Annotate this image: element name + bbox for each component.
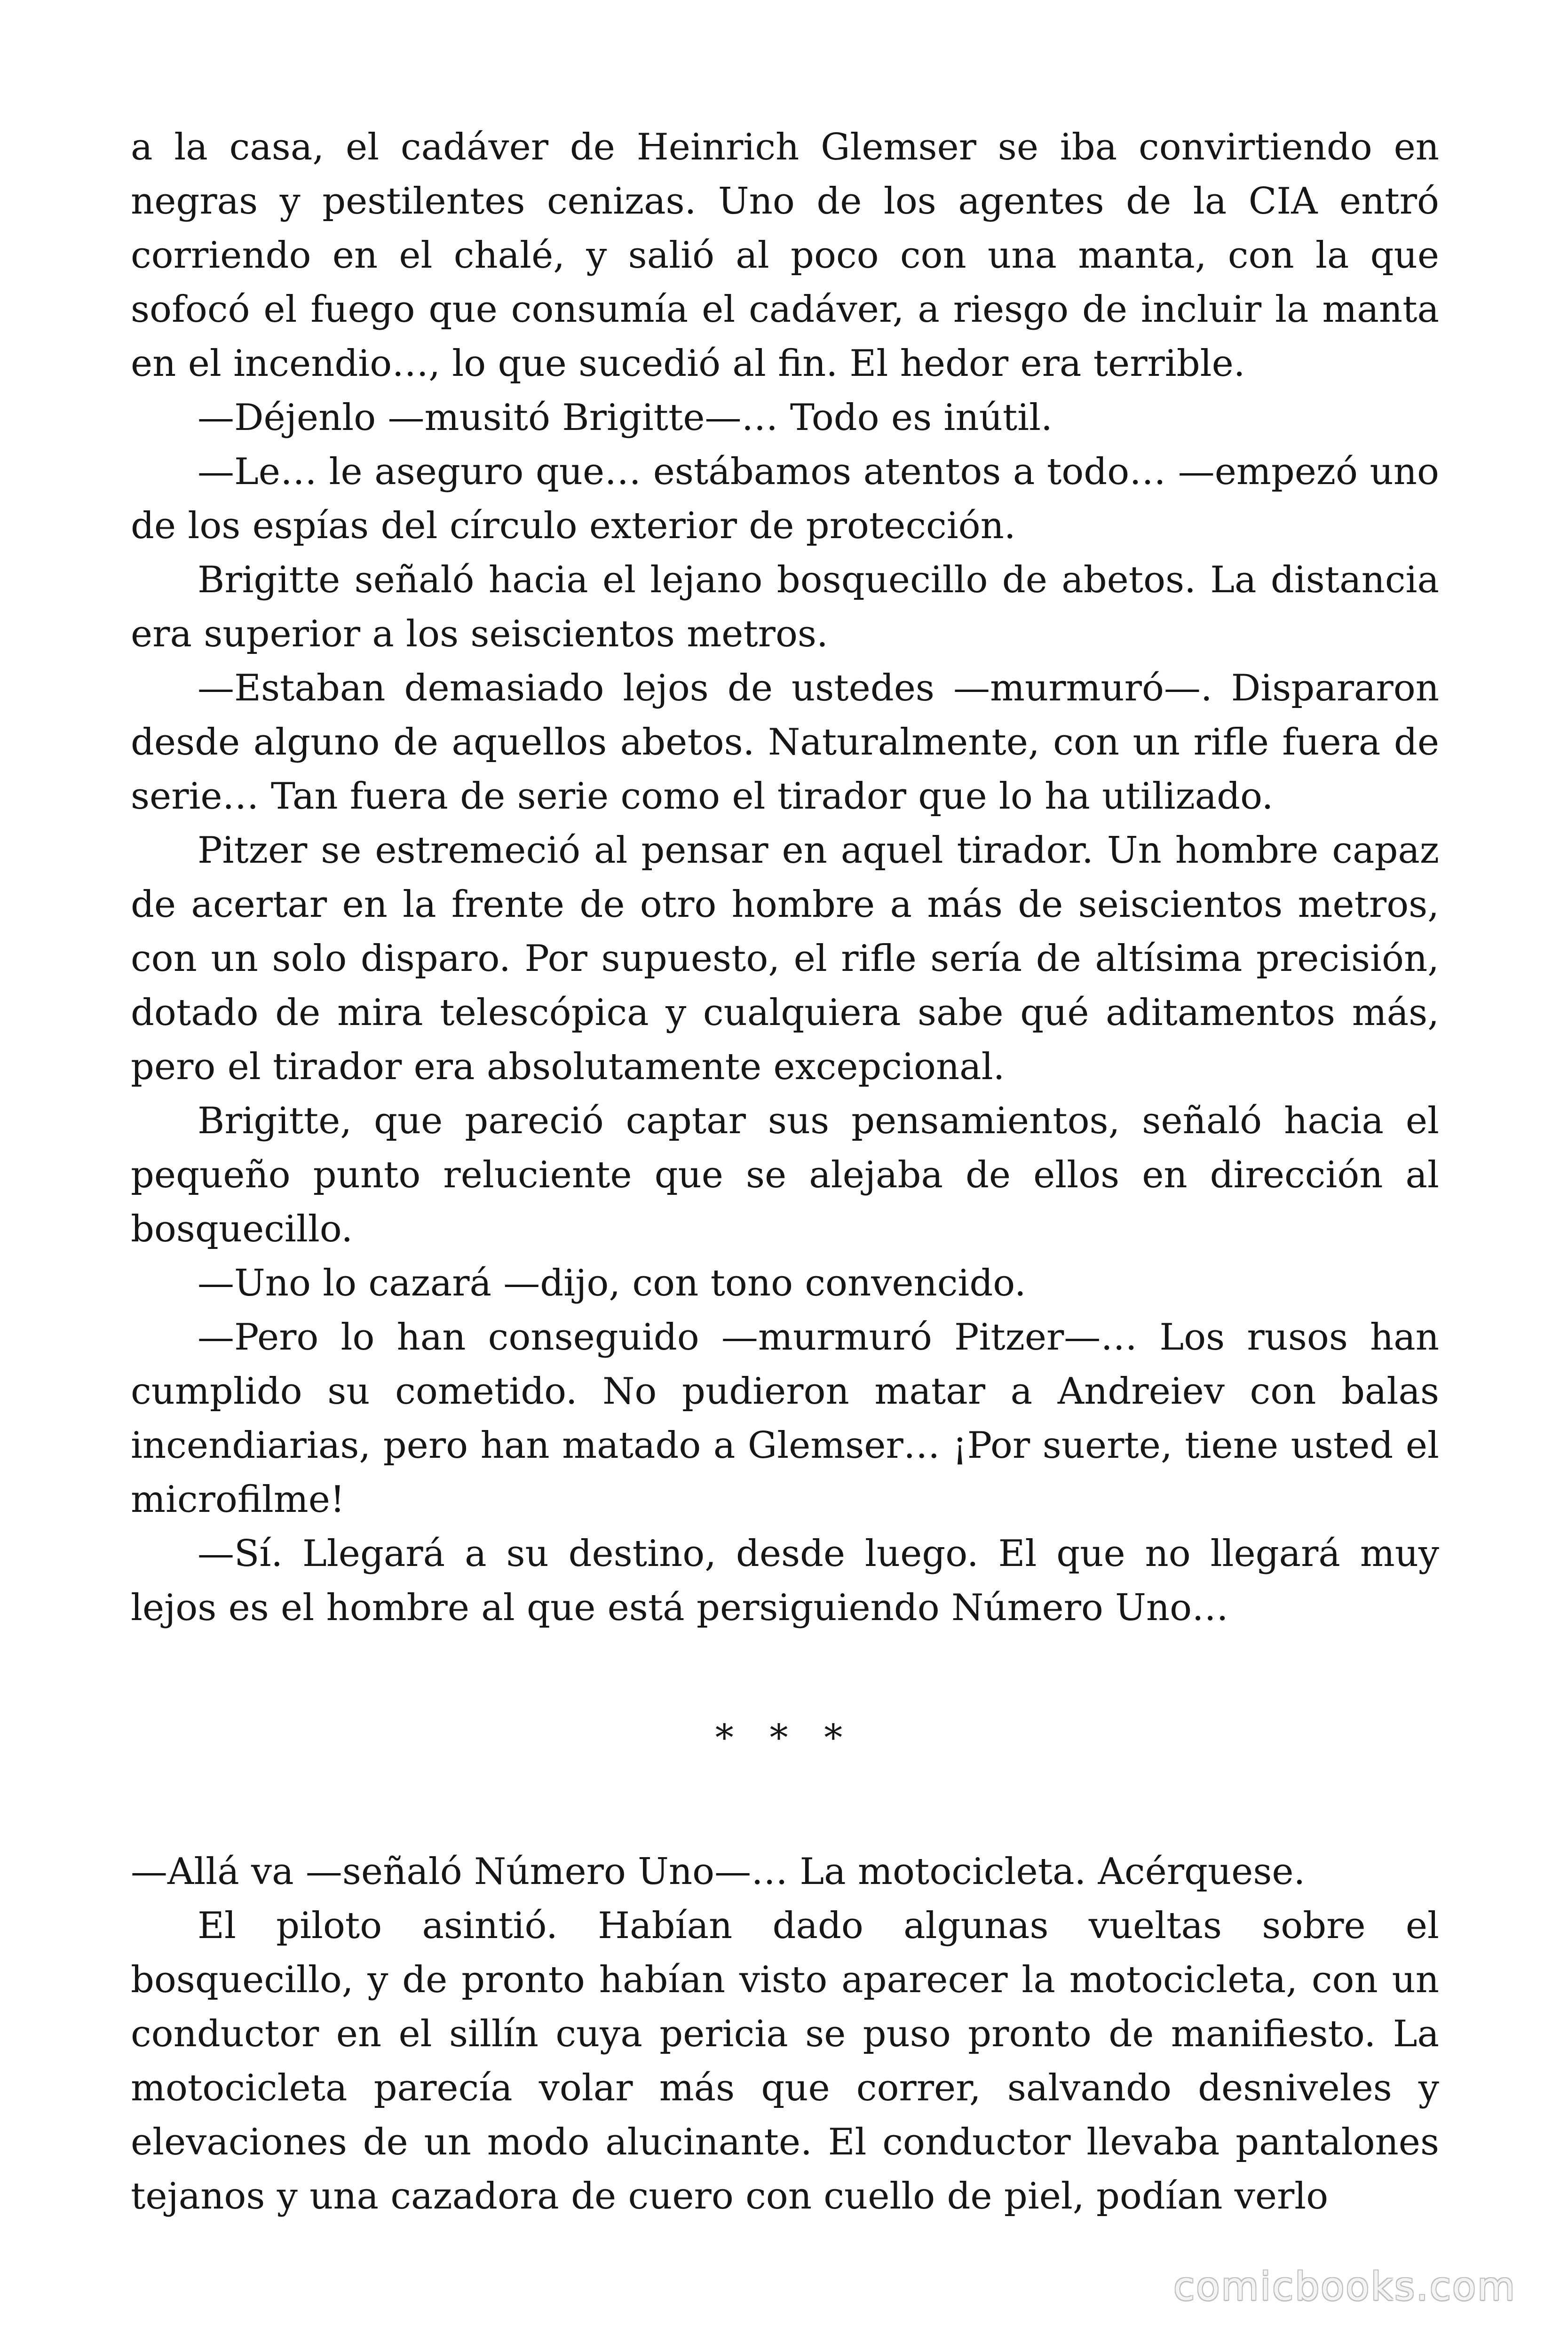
site-watermark: comicbooks.com — [1173, 2265, 1516, 2309]
paragraph: —Estaban demasiado lejos de ustedes —murmuró—. Dispararon desde alguno de aquellos abetos. Naturalmente, con un rifle fuera de serie… Tan fuera de serie como el tirador que lo ha utilizado. — [131, 667, 1439, 818]
paragraph: Brigitte señaló hacia el lejano bosquecillo de abetos. La distancia era superior a los seiscientos metros. — [131, 559, 1439, 655]
section-break-asterisks: * * * — [715, 1717, 855, 1759]
paragraph: a la casa, el cadáver de Heinrich Glemser se iba convirtiendo en negras y pestilentes cenizas. Uno de los agentes de la CIA entró corriendo en el chalé, y salió al poco con una manta, con la que sofocó el fuego que consumía el cadáver, a riesgo de incluir la manta en el incendio…, lo que sucedió al fin. El hedor era terrible. — [131, 126, 1439, 385]
paragraph: Pitzer se estremeció al pensar en aquel tirador. Un hombre capaz de acertar en la frente de otro hombre a más de seiscientos metros, con un solo disparo. Por supuesto, el rifle sería de altísima precisión, dotado de mira telescópica y cualquiera sabe qué aditamentos más, pero el tirador era absolutamente excepcional. — [131, 829, 1439, 1088]
paragraph: —Déjenlo —musitó Brigitte—… Todo es inútil. — [198, 397, 1053, 439]
paragraph: —Pero lo han conseguido —murmuró Pitzer—… Los rusos han cumplido su cometido. No pudieron matar a Andreiev con balas incendiarias, pero han matado a Glemser… ¡Por suerte, tiene usted el microfilme! — [131, 1316, 1439, 1521]
text-block-part-two — [131, 1845, 1439, 2224]
paragraph: Brigitte, que pareció captar sus pensamientos, señaló hacia el pequeño punto reluciente que se alejaba de ellos en dirección al bosquecillo. — [131, 1100, 1439, 1250]
paragraph: El piloto asintió. Habían dado algunas vueltas sobre el bosquecillo, y de pronto habían visto aparecer la motocicleta, con un conductor en el sillín cuya pericia se puso pronto de manifiesto. La motocicleta parecía volar más que correr, salvando desniveles y elevaciones de un modo alucinante. El conductor llevaba pantalones tejanos y una cazadora de cuero con cuello de piel, podían verlo — [131, 1905, 1439, 2217]
paragraph: —Uno lo cazará —dijo, con tono convencido. — [198, 1262, 1026, 1304]
text-block-part-one — [131, 120, 1439, 1635]
paragraph: —Sí. Llegará a su destino, desde luego. El que no llegará muy lejos es el hombre al que está persiguiendo Número Uno… — [131, 1533, 1439, 1629]
paragraph: —Le… le aseguro que… estábamos atentos a todo… —empezó uno de los espías del círculo exterior de protección. — [131, 451, 1439, 547]
paragraph: —Allá va —señaló Número Uno—… La motocicleta. Acérquese. — [131, 1851, 1306, 1893]
